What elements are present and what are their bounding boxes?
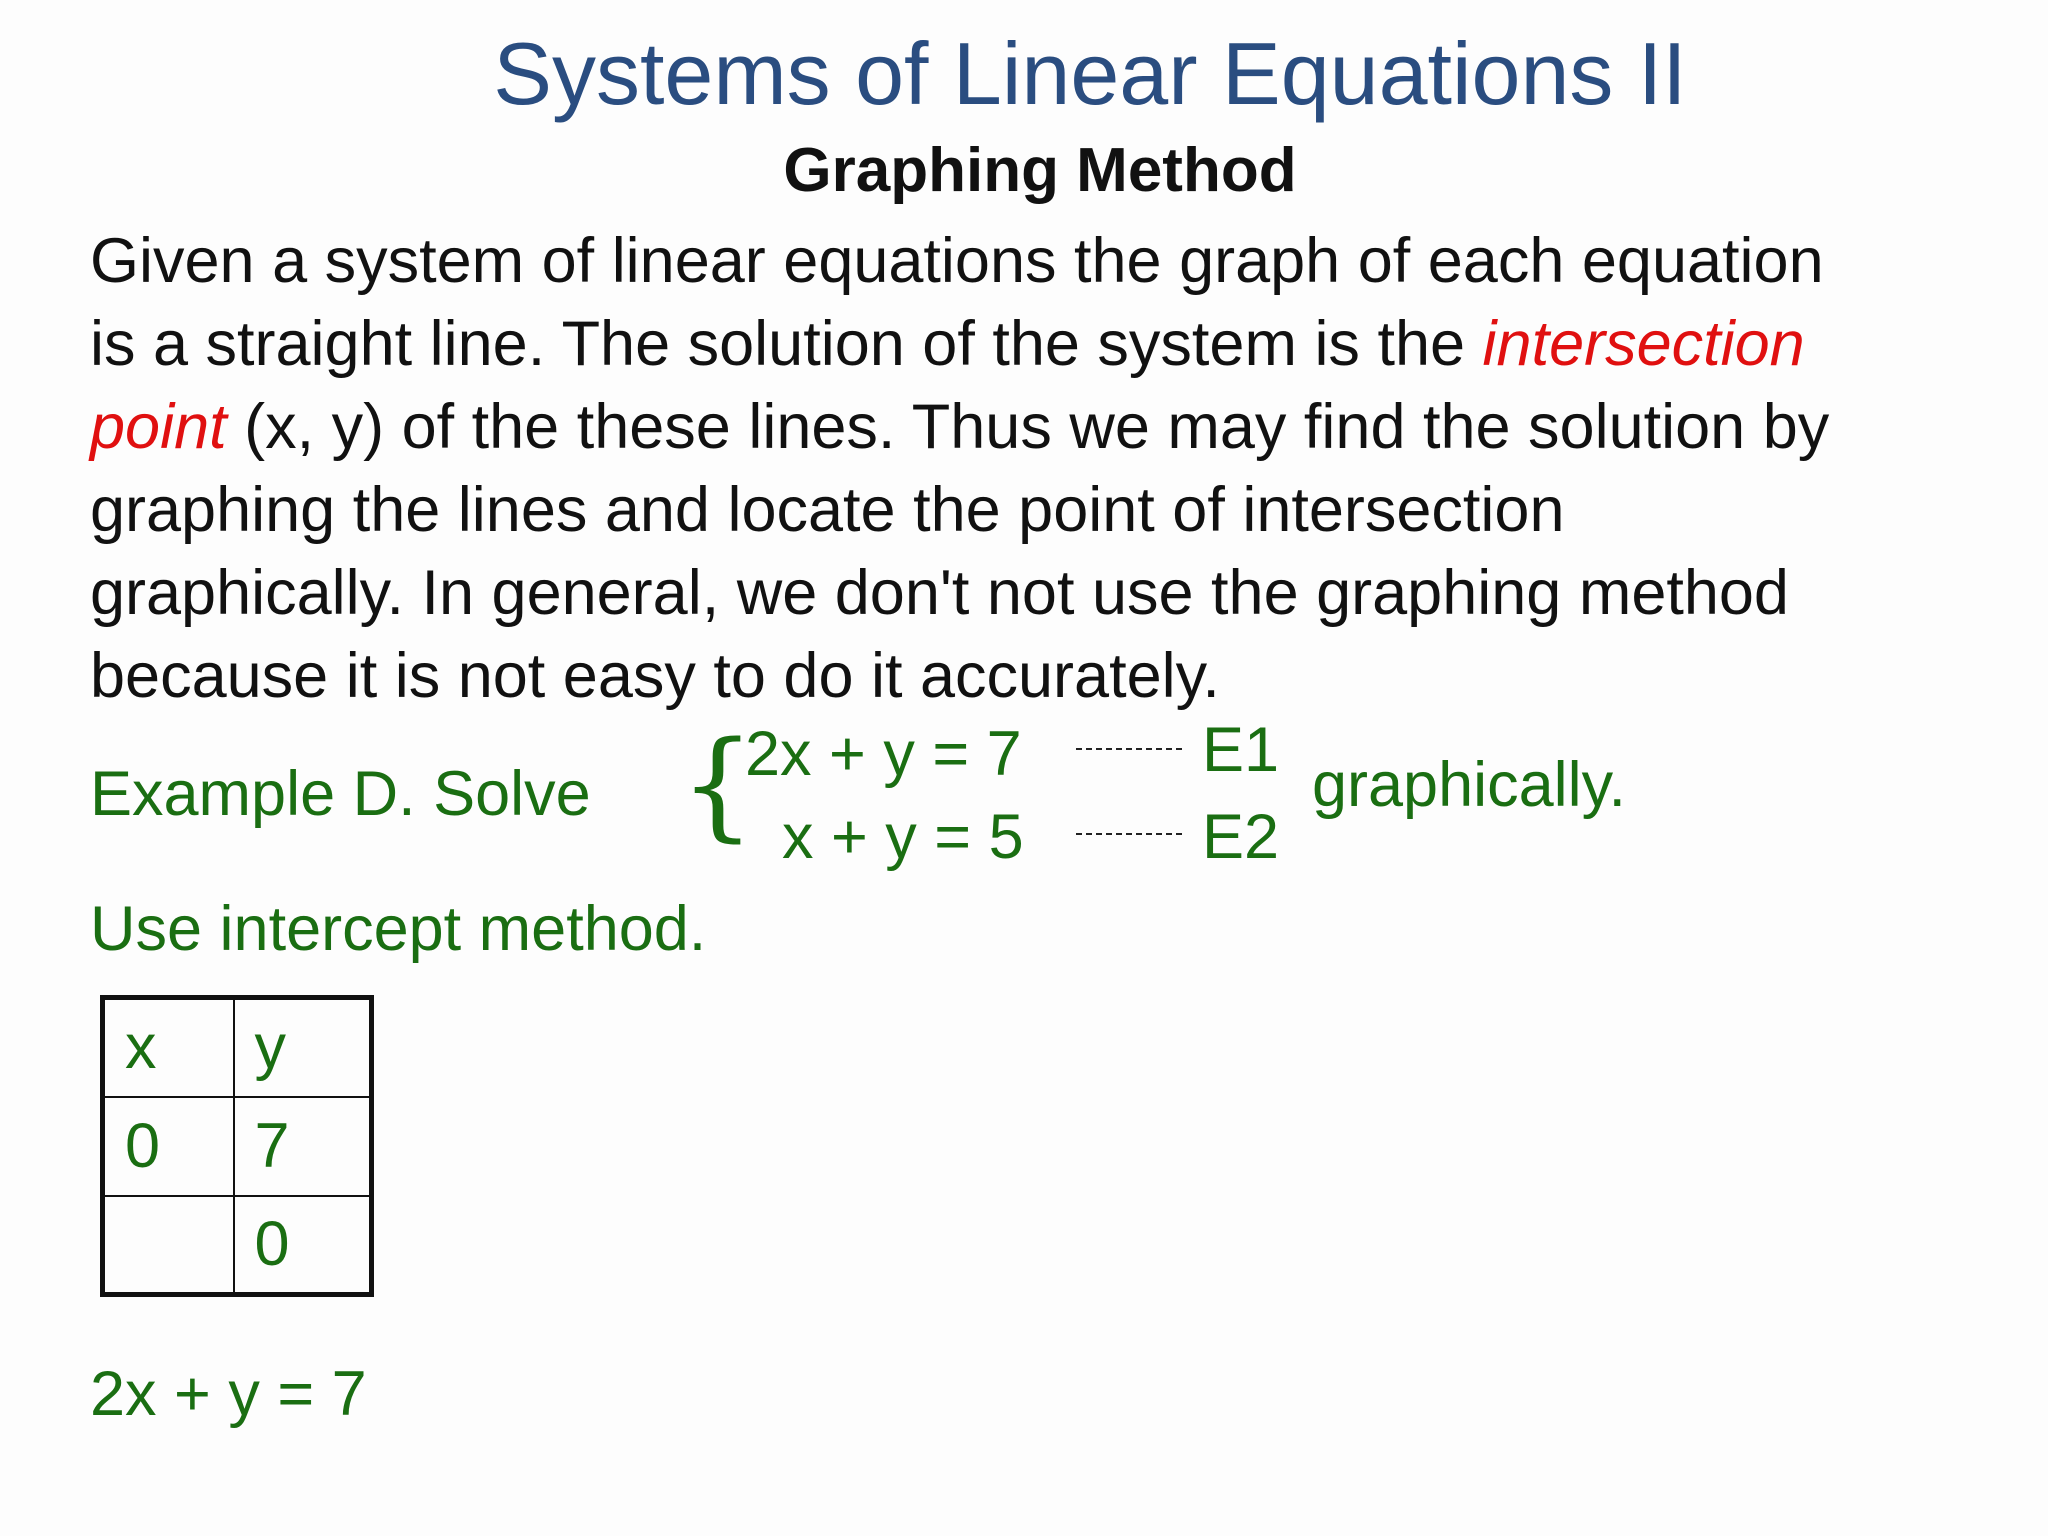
paragraph-line-2-text: is a straight line. The solution of the system is the (90, 309, 1483, 379)
table-cell-y: 0 (234, 1196, 372, 1295)
system-brace: { (680, 715, 756, 853)
table-header-x: x (103, 998, 234, 1097)
example-label: Example D. Solve (90, 759, 591, 829)
table-cell-y: 7 (234, 1097, 372, 1196)
table-cell-x (103, 1196, 234, 1295)
table-header-y: y (234, 998, 372, 1097)
paragraph-line-2 (90, 303, 2010, 386)
slide-subtitle: Graphing Method (783, 136, 1297, 205)
table-row (103, 1097, 372, 1196)
footer-equation: 2x + y = 7 (90, 1359, 367, 1429)
paragraph-line-3-text: (x, y) of the these lines. Thus we may find the solution by (226, 392, 1830, 462)
paragraph-line-5: graphically. In general, we don't not use the graphing method (90, 558, 1789, 628)
paragraph-line-1: Given a system of linear equations the graph of each equation (90, 226, 1824, 296)
slide-title: Systems of Linear Equations II (493, 24, 1687, 123)
table-row (103, 1196, 372, 1295)
leader-dots-1 (1076, 748, 1182, 750)
equation-label-2: E2 (1202, 802, 1280, 872)
table-header-row (103, 998, 372, 1097)
instruction-text: Use intercept method. (90, 894, 707, 964)
equation-label-1: E1 (1202, 715, 1280, 785)
intro-paragraph (90, 220, 2010, 718)
intercept-table (100, 995, 374, 1297)
paragraph-line-3 (90, 386, 2010, 469)
leader-dots-2 (1076, 833, 1182, 835)
table-cell-x: 0 (103, 1097, 234, 1196)
equation-1: 2x + y = 7 (745, 719, 1022, 789)
example-suffix: graphically. (1312, 750, 1626, 820)
paragraph-line-6: because it is not easy to do it accurately. (90, 641, 1220, 711)
emphasis-point: point (90, 392, 227, 462)
paragraph-line-4: graphing the lines and locate the point of intersection (90, 475, 1565, 545)
emphasis-intersection: intersection (1482, 309, 1805, 379)
equation-2: x + y = 5 (782, 802, 1024, 872)
